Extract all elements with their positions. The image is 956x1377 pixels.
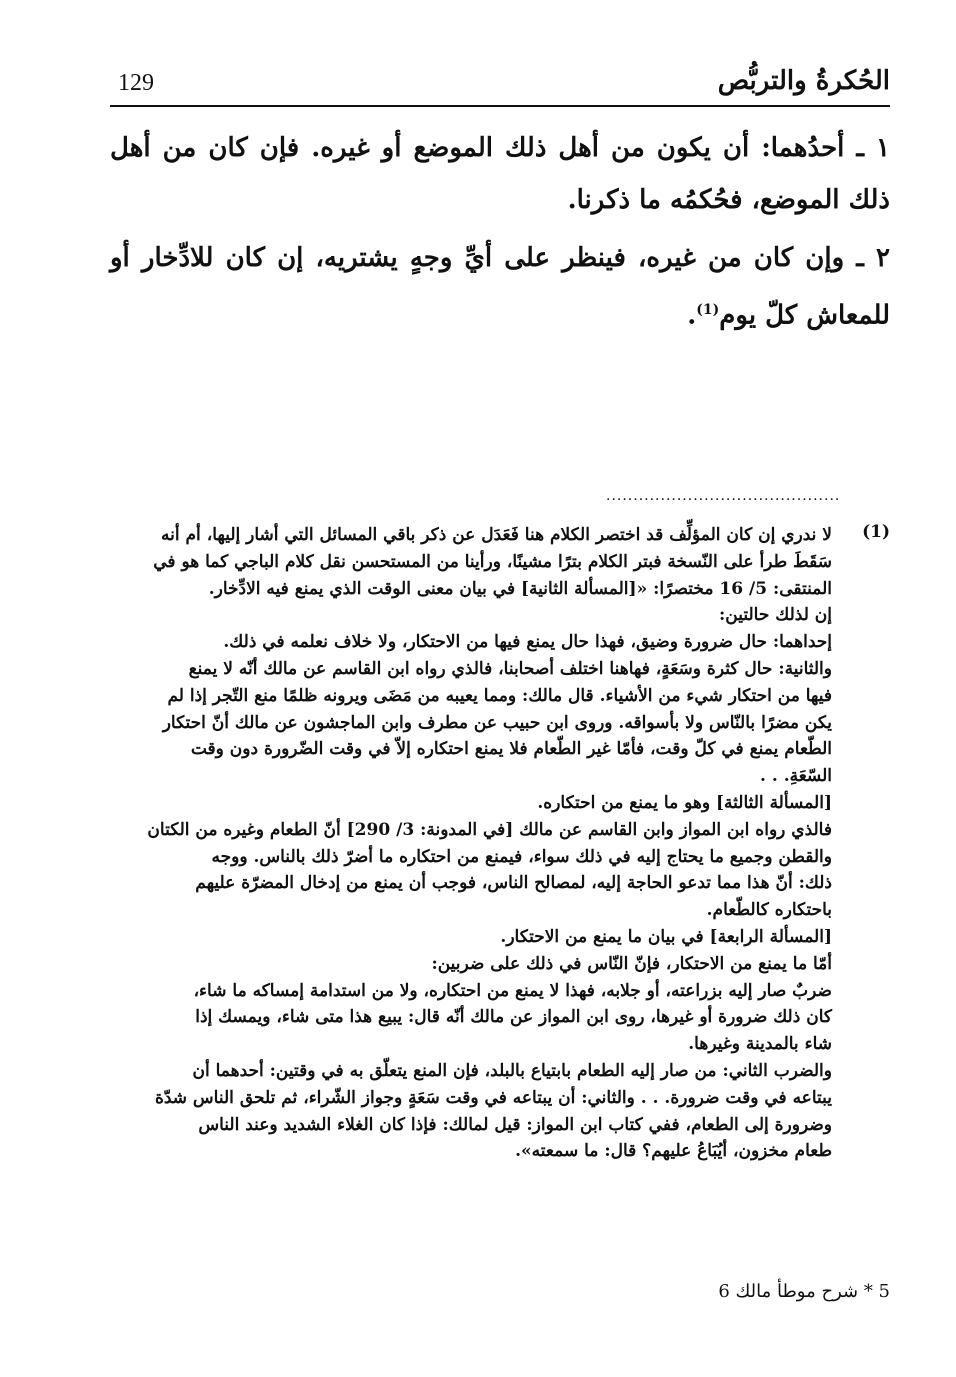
- footnote-line: الطّعام يمنع في كلّ وقت، فأمّا غير الطّعام فلا يمنع احتكاره إلاّ في وقت الضّرورة دون وقت: [190, 739, 832, 760]
- footnote-line: لا ندري إن كان المؤلِّف قد اختصر الكلام هنا فَعَدَل عن ذكر باقي المسائل التي أشار إليها، أم أنه: [161, 525, 832, 545]
- footnote-line: والضرب الثاني: من صار إليه الطعام بابتياع بالبلد، فإن المنع يتعلّق به في وقتين: أحدهما أن: [192, 1060, 832, 1081]
- footnote-line: يبتاعه في وقت ضرورة. . . والثاني: أن يبتاعه في وقت سَعَةٍ وجواز الشّراء، ثم تلحق الناس شدّة: [154, 1087, 832, 1108]
- footnote-line: وضرورة إلى الطعام، ففي كتاب ابن المواز: قيل لمالك: فإذا كان الغلاء الشديد وعند الناس: [198, 1114, 832, 1135]
- footnote-line: كان ذلك ضرورة أو غيرها، روى ابن المواز عن مالك أنّه قال: يبيع هذا متى شاء، ويمسك إذا: [195, 1007, 832, 1028]
- footnote: [110, 522, 890, 1165]
- footnote-line: يكن مضرًا بالنّاس ولا بأسواقه. وروى ابن حبيب عن مطرف وابن الماجشون عن مالك أنّ احتكار: [162, 712, 832, 733]
- footnote-line: طعام مخزون، أيُبَاعُ عليهم؟ قال: ما سمعته».: [515, 1141, 832, 1162]
- footnote-line: السّعَةِ. . .: [760, 766, 832, 787]
- main-paragraph: [110, 232, 890, 342]
- footnote-line: شاء بالمدينة وغيرها.: [688, 1034, 832, 1055]
- footnote-line: فالذي رواه ابن المواز وابن القاسم عن مالك [في المدونة: 3/ 290] أنّ الطعام وغيره من الكتان: [147, 819, 832, 840]
- footnote-line: إن لذلك حالتين:: [719, 605, 832, 626]
- footnote-line: إحداهما: حال ضرورة وضيق، فهذا حال يمنع فيها من الاحتكار، ولا خلاف نعلمه في ذلك.: [223, 632, 832, 653]
- footnote-line: فيها من احتكار شيء من الأشياء. قال مالك: ومما يعيبه من مَضَى ويرونه ظلمًا منع التّجر إذا لم: [167, 685, 832, 706]
- footnote-number: (1): [862, 522, 890, 542]
- footnote-line: والقطن وجميع ما يحتاج إليه في ذلك سواء، فيمنع من احتكاره ما أضرّ ذلك بالناس. ووجه: [211, 846, 832, 867]
- printer-signature: 5 * شرح موطأ مالك 6: [718, 1281, 890, 1302]
- footnote-line: أمّا ما يمنع من الاحتكار، فإنّ النّاس في ذلك على ضربين:: [431, 953, 832, 974]
- page-header: [110, 66, 890, 106]
- footnote-reference[interactable]: (1): [696, 302, 720, 318]
- page-number: 129: [118, 70, 154, 96]
- footnote-body: [110, 522, 832, 1165]
- footnote-line: باحتكاره كالطّعام.: [706, 900, 832, 921]
- footnote-line: ذلك: أنّ هذا مما تدعو الحاجة إليه، لمصالح الناس، فوجب أن يمنع من إدخال المضرّة عليهم: [195, 873, 832, 894]
- main-text: [110, 122, 890, 348]
- footnote-line: [المسألة الرابعة] في بيان ما يمنع من الاحتكار.: [500, 926, 832, 947]
- footnote-line: المنتقى: 5/ 16 مختصرًا: «[المسألة الثانية] في بيان معنى الوقت الذي يمنع فيه الادِّخار.: [208, 578, 832, 599]
- footnote-line: [المسألة الثالثة] وهو ما يمنع من احتكاره.: [537, 792, 832, 813]
- main-paragraph-text: ١ ـ أحدُهما: أن يكون من أهل ذلك الموضع أو غيره. فإن كان من أهل ذلك الموضع، فحُكمُه ما ذكرنا.: [110, 133, 890, 215]
- footnote-line: سَقَطَ طرأ على النّسخة فبتر الكلام بترًا مشينًا، ورأينا من المستحسن نقل كلام الباجي كما هو في: [153, 551, 832, 572]
- footnote-line: والثانية: حال كثرة وسَعَةٍ، فهاهنا اختلف أصحابنا، فالذي رواه ابن القاسم عن مالك أنّه لا يمنع: [188, 658, 832, 679]
- main-paragraph: [110, 122, 890, 226]
- sentence-end: .: [687, 300, 697, 331]
- footnote-line: ضربٌ صار إليه بزراعته، أو جلابه، فهذا لا يمنع من احتكاره، ولا من استدامة إمساكه ما شاء،: [193, 980, 832, 1001]
- main-paragraph-text: ٢ ـ وإن كان من غيره، فينظر على أيِّ وجهٍ يشتريه، إن كان للادِّخار أو للمعاش كلّ يوم: [110, 243, 890, 331]
- footnote-separator: ...........................................: [606, 492, 841, 500]
- running-title: الحُكرةُ والتربُّص: [717, 66, 890, 96]
- header-rule: [110, 105, 890, 107]
